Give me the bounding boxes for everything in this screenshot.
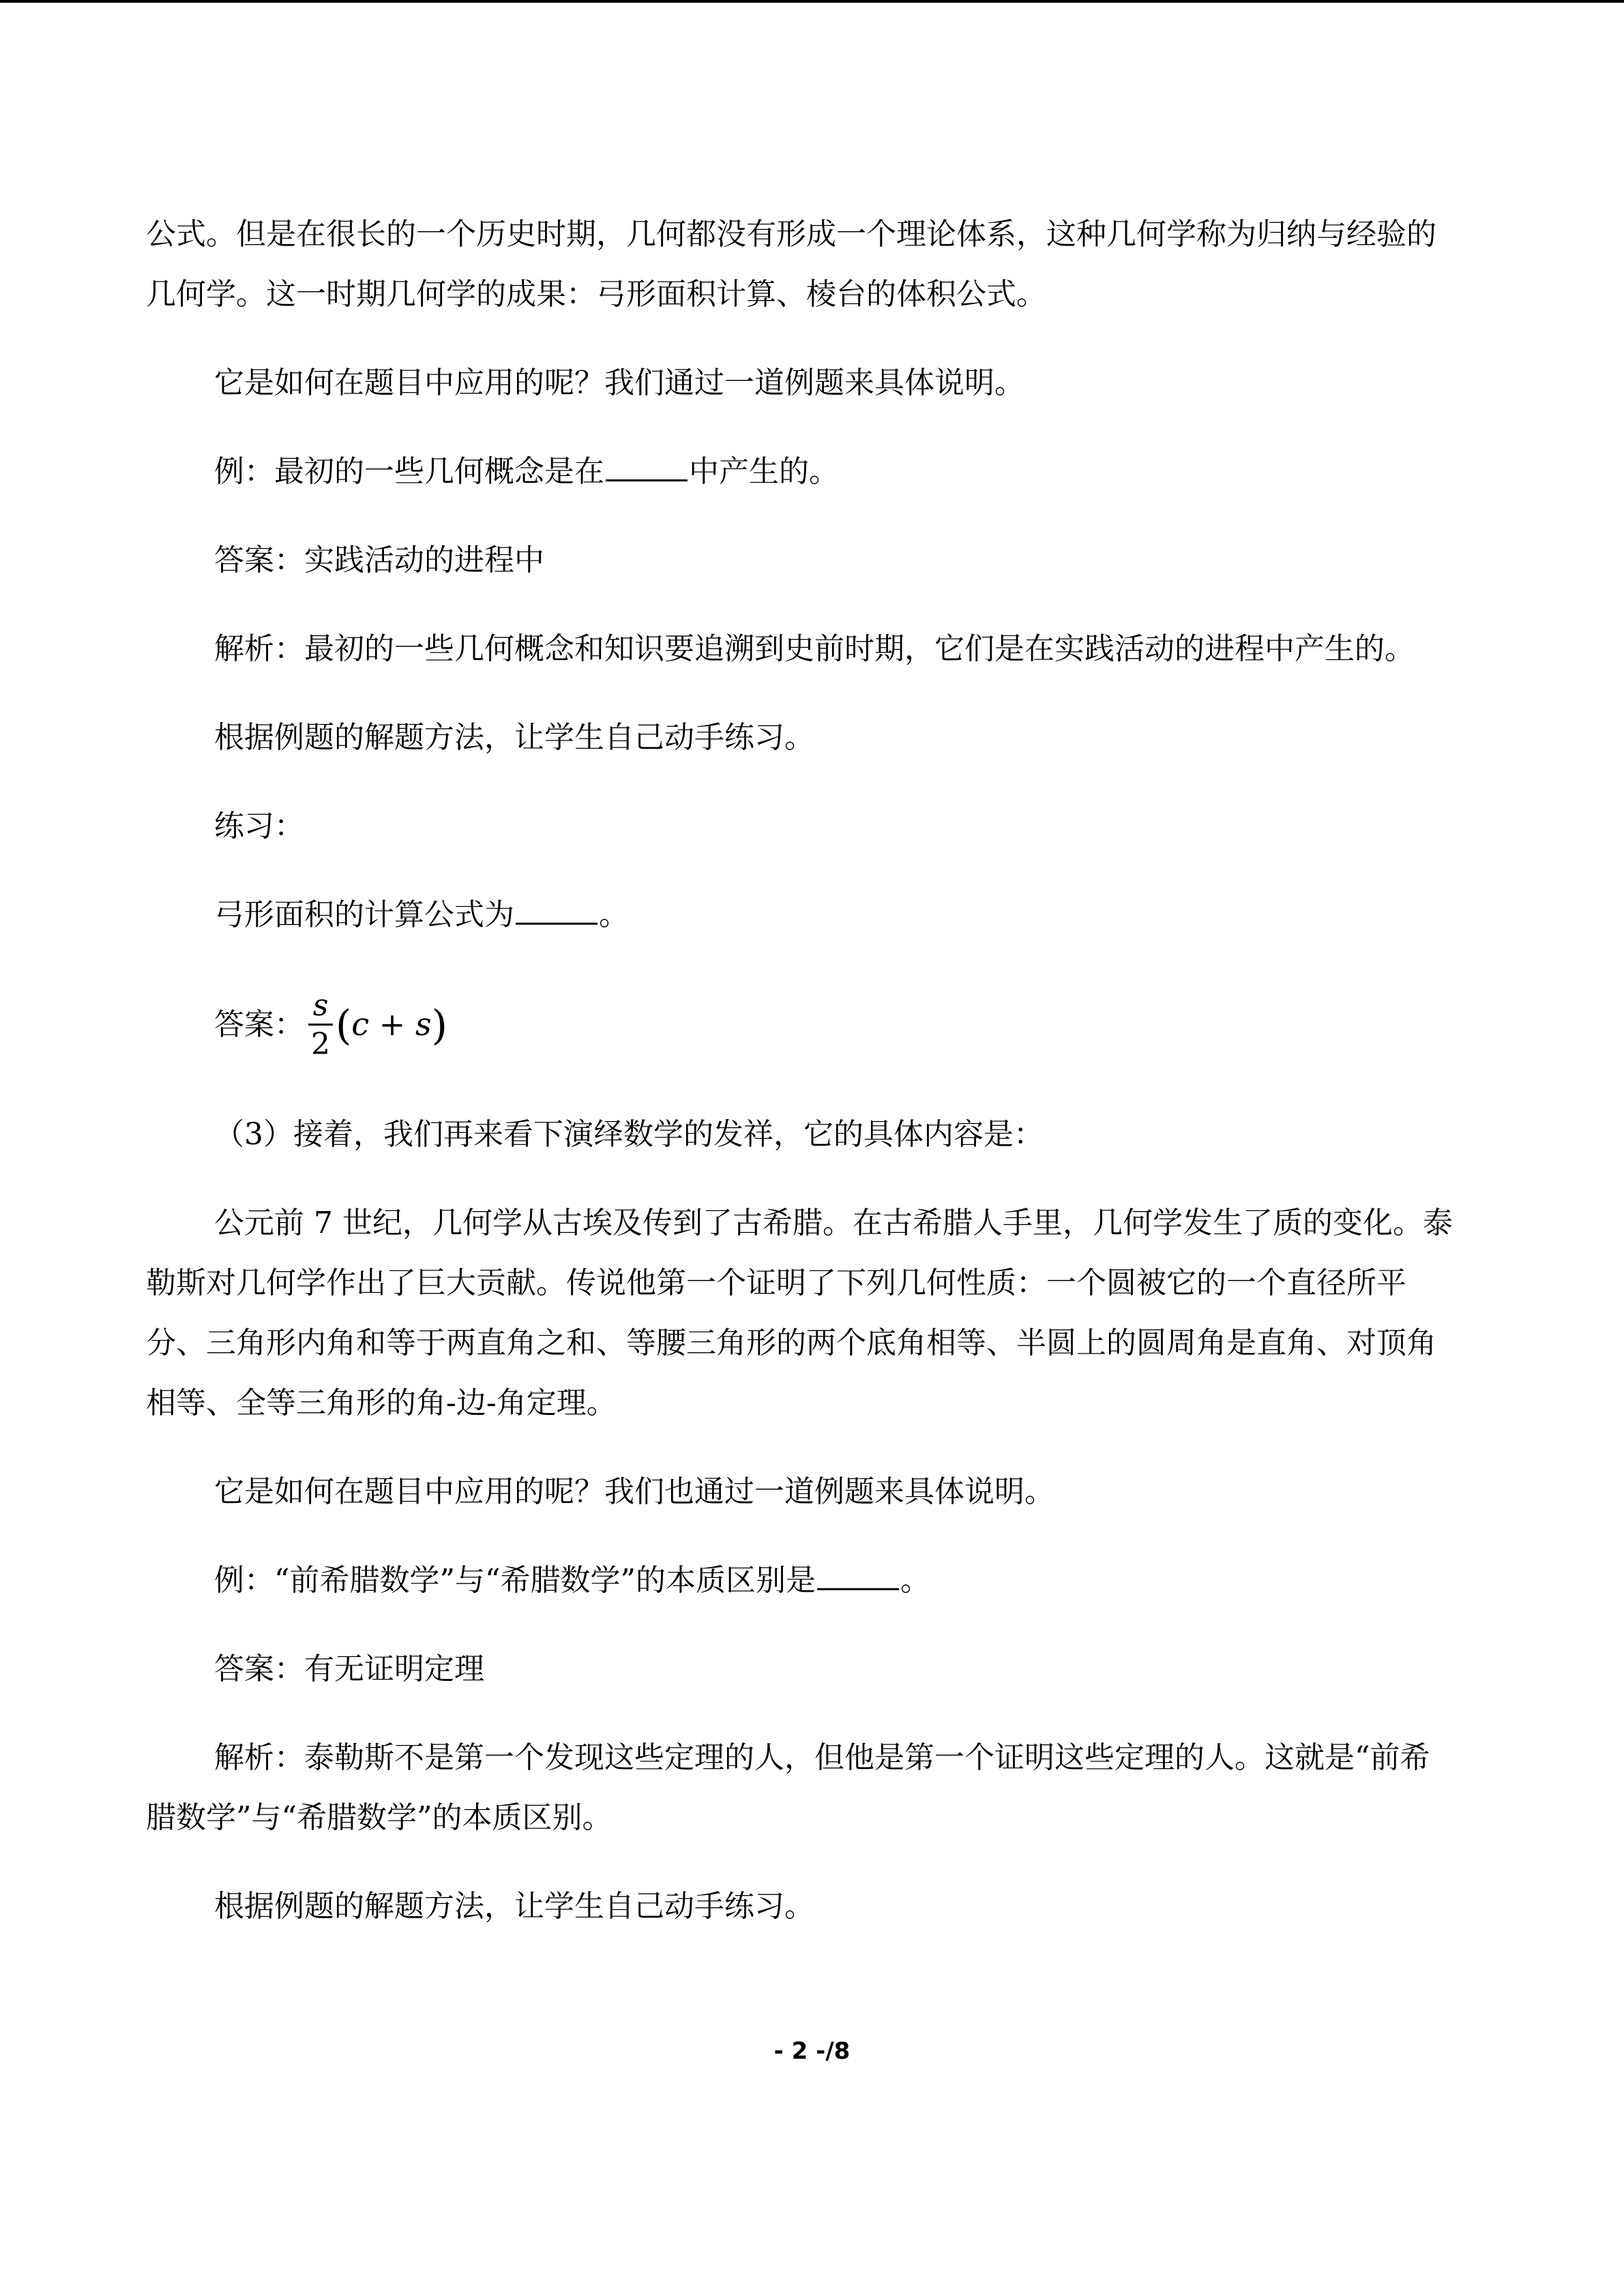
fraction-denominator: 2 <box>311 1026 330 1062</box>
document-body <box>146 205 1459 1965</box>
paragraph-example-question-2 <box>146 1551 1459 1611</box>
open-paren: ( <box>336 1002 352 1049</box>
question-text-end: 。 <box>900 1563 930 1598</box>
paragraph-practice-question <box>146 885 1459 945</box>
practice-question-text: 弓形面积的计算公式为 <box>214 897 514 932</box>
paragraph-practice-answer <box>146 974 1459 1076</box>
top-border-line <box>0 0 1624 3</box>
paragraph-example-analysis-2: 解析：泰勒斯不是第一个发现这些定理的人，但他是第一个证明这些定理的人。这就是“前希腊数学”与“希腊数学”的本质区别。 <box>146 1740 1430 1835</box>
paragraph-practice-instruction-2: 根据例题的解题方法，让学生自己动手练习。 <box>214 1889 814 1924</box>
question-text-start: 例：“前希腊数学”与“希腊数学”的本质区别是 <box>214 1563 816 1598</box>
practice-question-end: 。 <box>599 897 629 932</box>
paragraph-example-analysis: 解析：最初的一些几何概念和知识要追溯到史前时期，它们是在实践活动的进程中产生的。 <box>214 631 1415 666</box>
formula-expression <box>336 994 447 1056</box>
question-text-end: 中产生的。 <box>689 454 839 489</box>
page-number: - 2 -/8 <box>773 2038 851 2065</box>
paragraph-intro-continuation: 公式。但是在很长的一个历史时期，几何都没有形成一个理论体系，这种几何学称为归纳与经验的几何学。这一时期几何学的成果：弓形面积计算、棱台的体积公式。 <box>146 217 1436 312</box>
fill-in-blank <box>516 898 597 925</box>
formula-inner: c + s <box>351 1006 432 1043</box>
paragraph-example-answer-2: 答案：有无证明定理 <box>214 1652 484 1686</box>
close-paren: ) <box>431 1002 447 1049</box>
fill-in-blank <box>606 455 688 481</box>
question-text-start: 例：最初的一些几何概念是在 <box>214 454 604 489</box>
paragraph-practice-instruction: 根据例题的解题方法，让学生自己动手练习。 <box>214 720 814 755</box>
answer-label: 答案： <box>214 1007 304 1042</box>
paragraph-example-lead-2: 它是如何在题目中应用的呢？我们也通过一道例题来具体说明。 <box>214 1474 1054 1509</box>
formula-fraction <box>308 987 333 1062</box>
paragraph-example-lead: 它是如何在题目中应用的呢？我们通过一道例题来具体说明。 <box>214 366 1024 400</box>
fraction-numerator: s <box>312 987 329 1023</box>
paragraph-example-question <box>146 442 1459 502</box>
paragraph-greek-geometry: 公元前 7 世纪，几何学从古埃及传到了古希腊。在古希腊人手里，几何学发生了质的变化。泰勒斯对几何学作出了巨大贡献。传说他第一个证明了下列几何性质：一个圆被它的一个直径所平分、三角形内角和等于两直角之和、等腰三角形的两个底角相等、半圆上的圆周角是直角、对顶角相等、全等三角形的角-边-角定理。 <box>146 1206 1453 1420</box>
paragraph-section-3-heading: （3）接着，我们再来看下演绎数学的发祥，它的具体内容是： <box>214 1117 1044 1152</box>
paragraph-practice-label: 练习： <box>214 809 304 844</box>
fill-in-blank <box>817 1564 899 1590</box>
paragraph-example-answer: 答案：实践活动的进程中 <box>214 543 544 578</box>
